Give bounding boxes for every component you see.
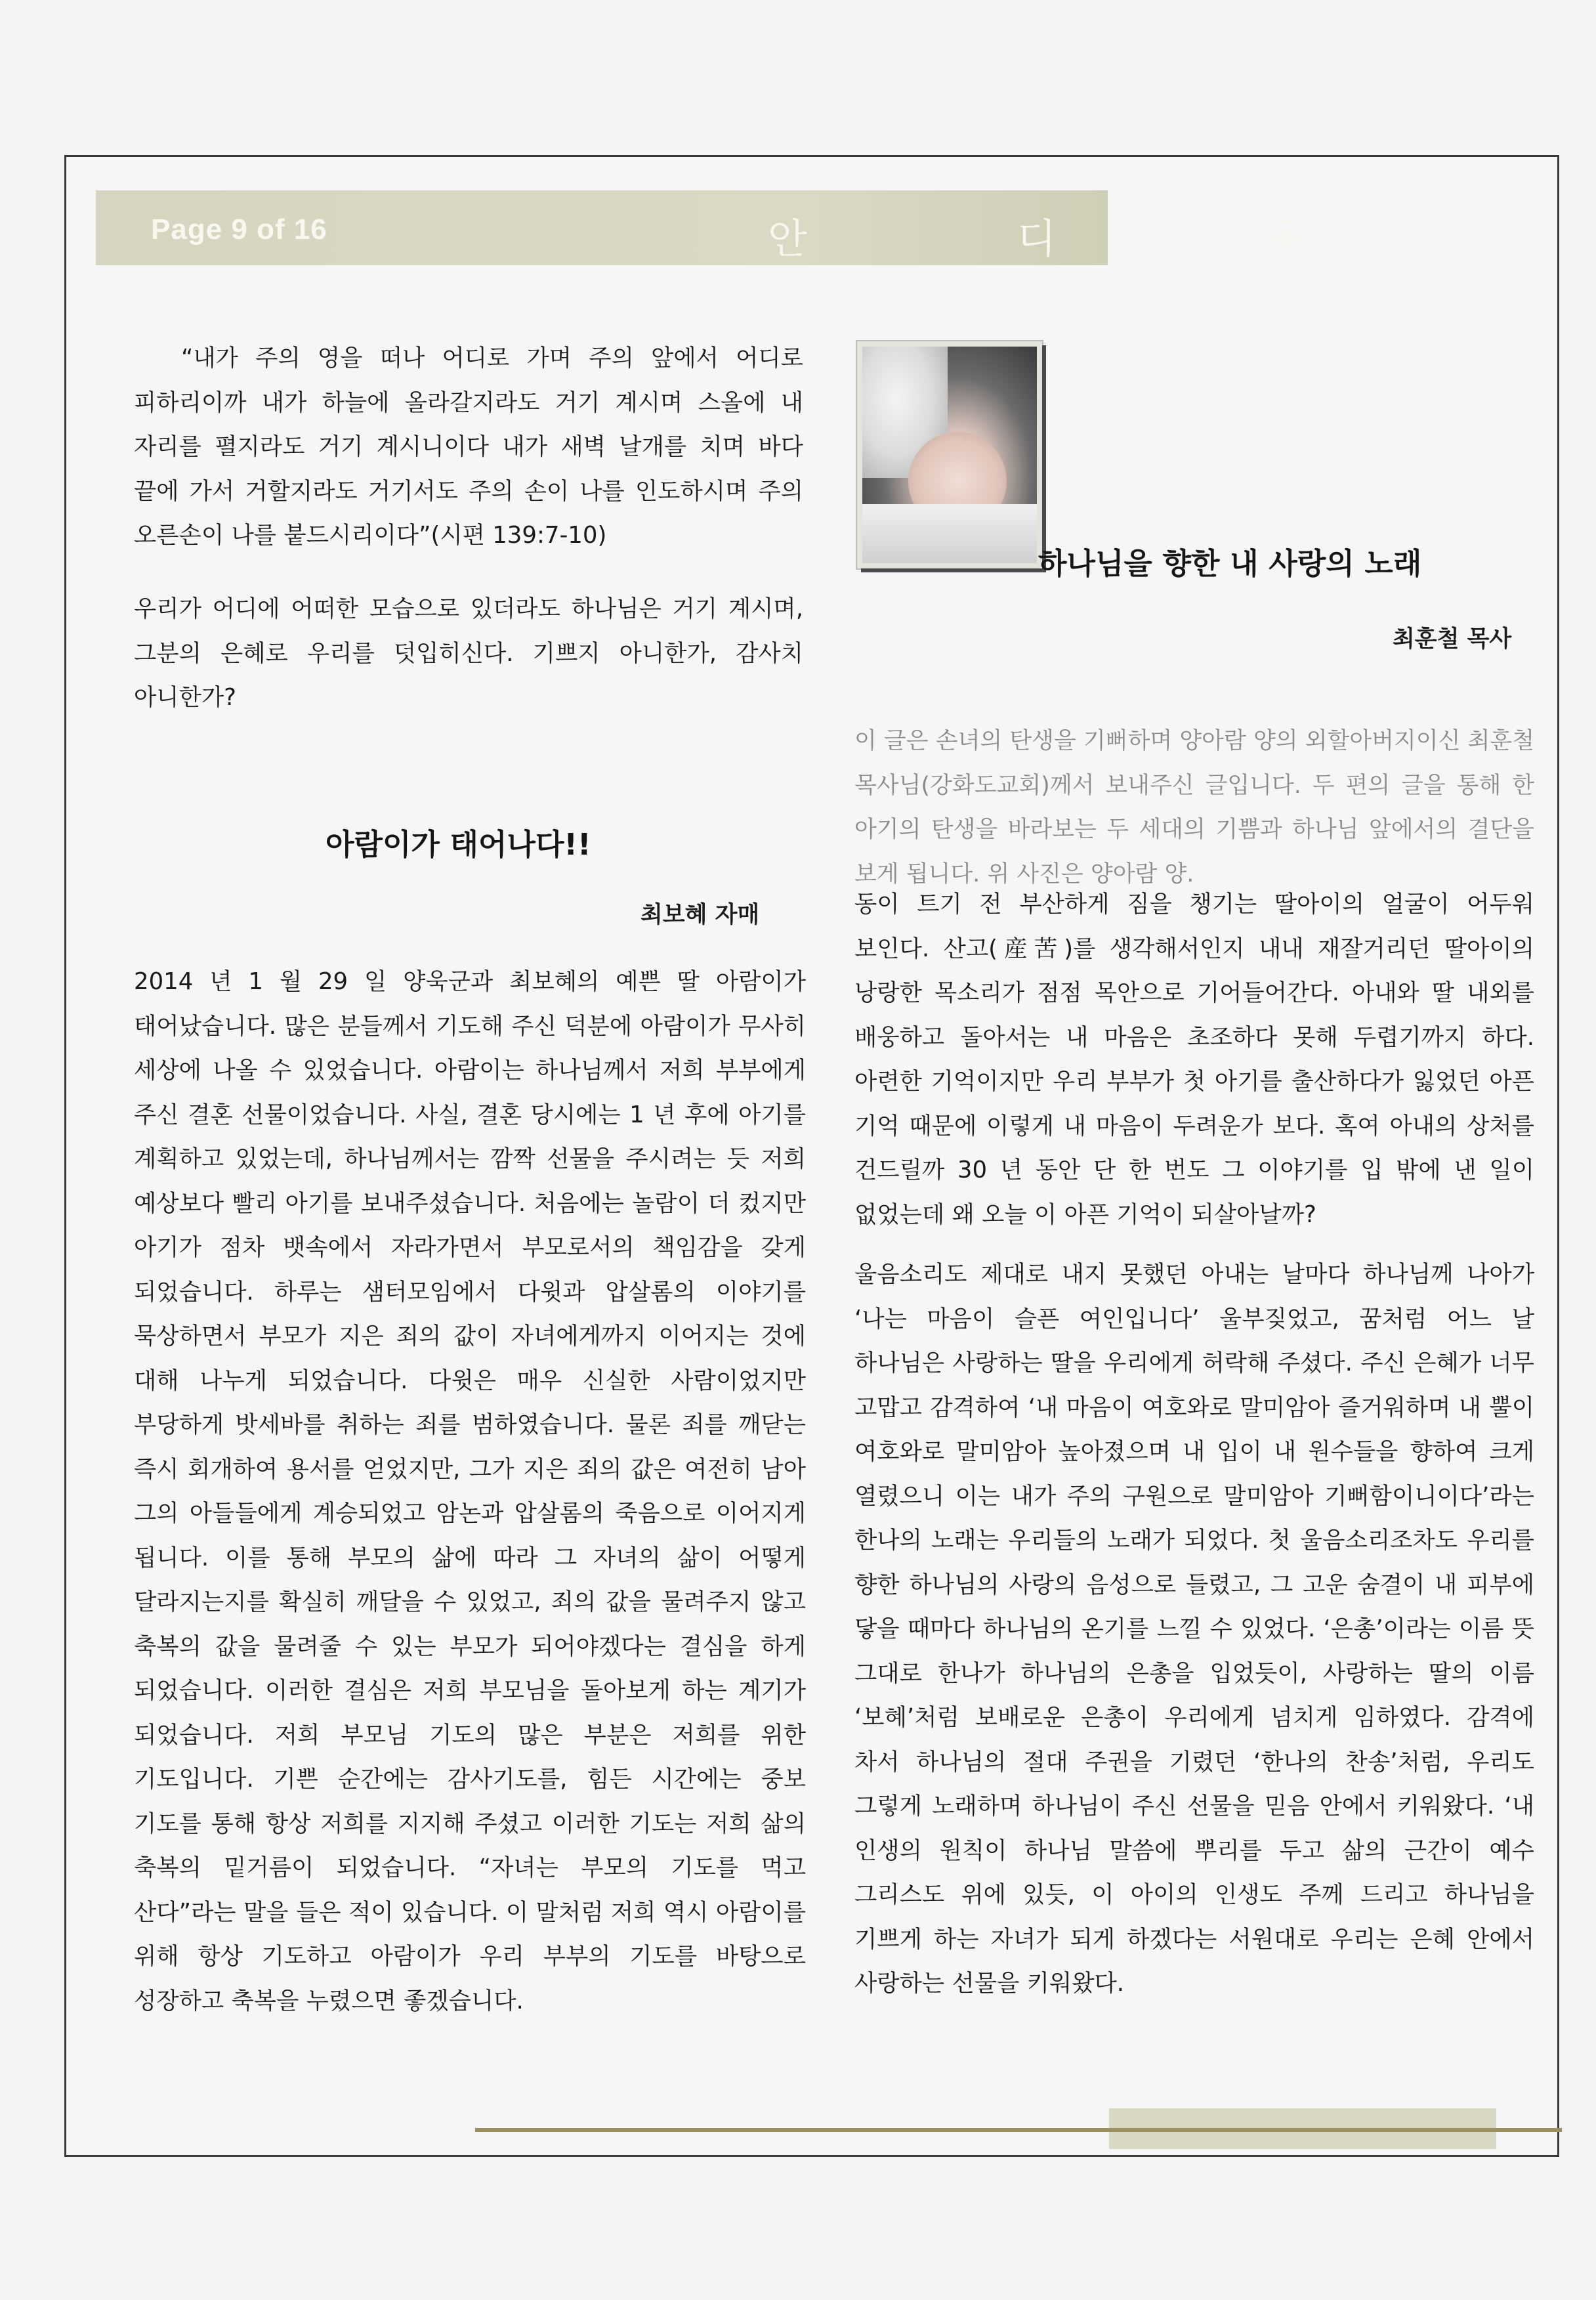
right-article-title: 하나님을 향한 내 사랑의 노래 — [1038, 546, 1422, 581]
right-article-paragraph-2: 울음소리도 제대로 내지 못했던 아내는 날마다 하나님께 나아가 ‘나는 마음이 슬픈 여인입니다’ 울부짖었고, 꿈처럼 어느 날 하나님은 사랑하는 딸을 우리에게 허락해 주셨다. 주신 은혜가 너무 고맙고 감격하여 ‘내 마음이 여호와로 말미암아 즐거워하며 내 뿔이 여호와로 말미암아 높아졌으며 내 입이 내 원수들을 향하여 크게 열렸으니 이는 내가 주의 구원으로 말미암아 기뻐함이니이다’라는 한나의 노래는 우리들의 노래가 되었다. 첫 울음소리조차도 우리를 향한 하나님의 사랑의 음성으로 들렸고, 그 고운 숨결이 내 피부에 닿을 때마다 하나님의 온기를 느낄 수 있었다. ‘은총’이라는 이름 뜻 그대로 한나가 하나님의 은총을 입었듯이, 사랑하는 딸의 이름 ‘보혜’처럼 보배로운 은총이 우리에게 넘치게 임하였다. 감격에 차서 하나님의 절대 주권을 기렸던 ‘한나의 찬송’처럼, 우리도 그렇게 노래하며 하나님이 주신 선물을 믿음 안에서 키워왔다. ‘내 인생의 원칙이 하나님 말씀에 뿌리를 두고 삶의 근간이 예수 그리스도 위에 있듯, 이 아이의 인생도 주께 드리고 하나님을 기쁘게 하는 자녀가 되게 하겠다는 서원대로 우리는 은혜 안에서 사랑하는 선물을 키워왔다. — [854, 1261, 1534, 1997]
scripture-reflection — [134, 587, 803, 720]
right-article-body-2 — [854, 1252, 1534, 2006]
left-article-author: 최보혜 자매 — [640, 902, 760, 928]
right-article-paragraph-1: 동이 트기 전 부산하게 짐을 챙기는 딸아이의 얼굴이 어두워 보인다. 산고(産苦)를 생각해서인지 내내 재잘거리던 딸아이의 낭랑한 목소리가 점점 목안으로 기어들어간다. 아내와 딸 내외를 배웅하고 돌아서는 내 마음은 초조하다 못해 두렵기까지 하다. 아련한 기억이지만 우리 부부가 첫 아기를 출산하다가 잃었던 아픈 기억 때문에 이렇게 내 마음이 두려운가 보다. 혹여 아내의 상처를 건드릴까 30 년 동안 단 한 번도 그 이야기를 입 밖에 낸 일이 없었는데 왜 오늘 이 아픈 기억이 되살아날까? — [854, 891, 1534, 1228]
scripture-quote — [134, 336, 803, 558]
newsletter-title: 안 디 옥 — [768, 215, 1404, 263]
right-article-intro: 이 글은 손녀의 탄생을 기뻐하며 양아람 양의 외할아버지이신 최훈철 목사님(강화도교회)께서 보내주신 글입니다. 두 편의 글을 통해 한 아기의 탄생을 바라보는 두 세대의 기쁨과 하나님 앞에서의 결단을 보게 됩니다. 위 사진은 양아람 양. — [854, 728, 1534, 887]
baby-photo — [857, 341, 1042, 568]
photo-cloth — [862, 504, 1037, 563]
right-article-body-1 — [854, 882, 1534, 1237]
left-article-paragraph: 2014 년 1 월 29 일 양욱군과 최보혜의 예쁜 딸 아람이가 태어났습니다. 많은 분들께서 기도해 주신 덕분에 아람이가 무사히 세상에 나올 수 있었습니다. 아람이는 하나님께서 저희 부부에게 주신 결혼 선물이었습니다. 사실, 결혼 당시에는 1 년 후에 아기를 계획하고 있었는데, 하나님께서는 깜짝 선물을 주시려는 듯 저희 예상보다 빨리 아기를 보내주셨습니다. 처음에는 놀람이 더 컸지만 아기가 점차 뱃속에서 자라가면서 부모로서의 책임감을 갖게 되었습니다. 하루는 샘터모임에서 다윗과 압살롬의 이야기를 묵상하면서 부모가 지은 죄의 값이 자녀에게까지 이어지는 것에 대해 나누게 되었습니다. 다윗은 매우 신실한 사람이었지만 부당하게 밧세바를 취하는 죄를 범하였습니다. 물론 죄를 깨닫는 즉시 회개하여 용서를 얻었지만, 그가 지은 죄의 값은 여전히 남아 그의 아들들에게 계승되었고 암논과 압살롬의 죽음으로 이어지게 됩니다. 이를 통해 부모의 삶에 따라 그 자녀의 삶이 어떻게 달라지는지를 확실히 깨달을 수 있었고, 죄의 값을 물려주지 않고 축복의 값을 물려줄 수 있는 부모가 되어야겠다는 결심을 하게 되었습니다. 이러한 결심은 저희 부모님을 돌아보게 하는 계기가 되었습니다. 저희 부모님 기도의 많은 부분은 저희를 위한 기도입니다. 기쁜 순간에는 감사기도를, 힘든 시간에는 중보 기도를 통해 항상 저희를 지지해 주셨고 이러한 기도는 저희 삶의 축복의 밑거름이 되었습니다. “자녀는 부모의 기도를 먹고 산다”라는 말을 들은 적이 있습니다. 이 말처럼 저희 역시 아람이를 위해 항상 기도하고 아람이가 우리 부부의 기도를 바탕으로 성장하고 축복을 누렸으면 좋겠습니다. — [134, 968, 806, 2014]
left-article-title: 아람이가 태어나다!! — [326, 827, 591, 862]
right-article-author: 최훈철 목사 — [1393, 626, 1512, 652]
footer-rule — [475, 2128, 1562, 2132]
scripture-verse: “내가 주의 영을 떠나 어디로 가며 주의 앞에서 어디로 피하리이까 내가 하늘에 올라갈지라도 거기 계시며 스올에 내 자리를 펼지라도 거기 계시니이다 내가 새벽 날개를 치며 바다 끝에 가서 거할지라도 거기서도 주의 손이 나를 인도하시며 주의 오른손이 나를 붙드시리이다”(시편 139:7-10) — [134, 345, 803, 549]
page-number: Page 9 of 16 — [151, 213, 327, 245]
left-article-body — [134, 960, 806, 2023]
reflection-text: 우리가 어디에 어떠한 모습으로 있더라도 하나님은 거기 계시며, 그분의 은혜로 우리를 덧입히신다. 기쁘지 아니한가, 감사치 아니한가? — [134, 595, 803, 711]
